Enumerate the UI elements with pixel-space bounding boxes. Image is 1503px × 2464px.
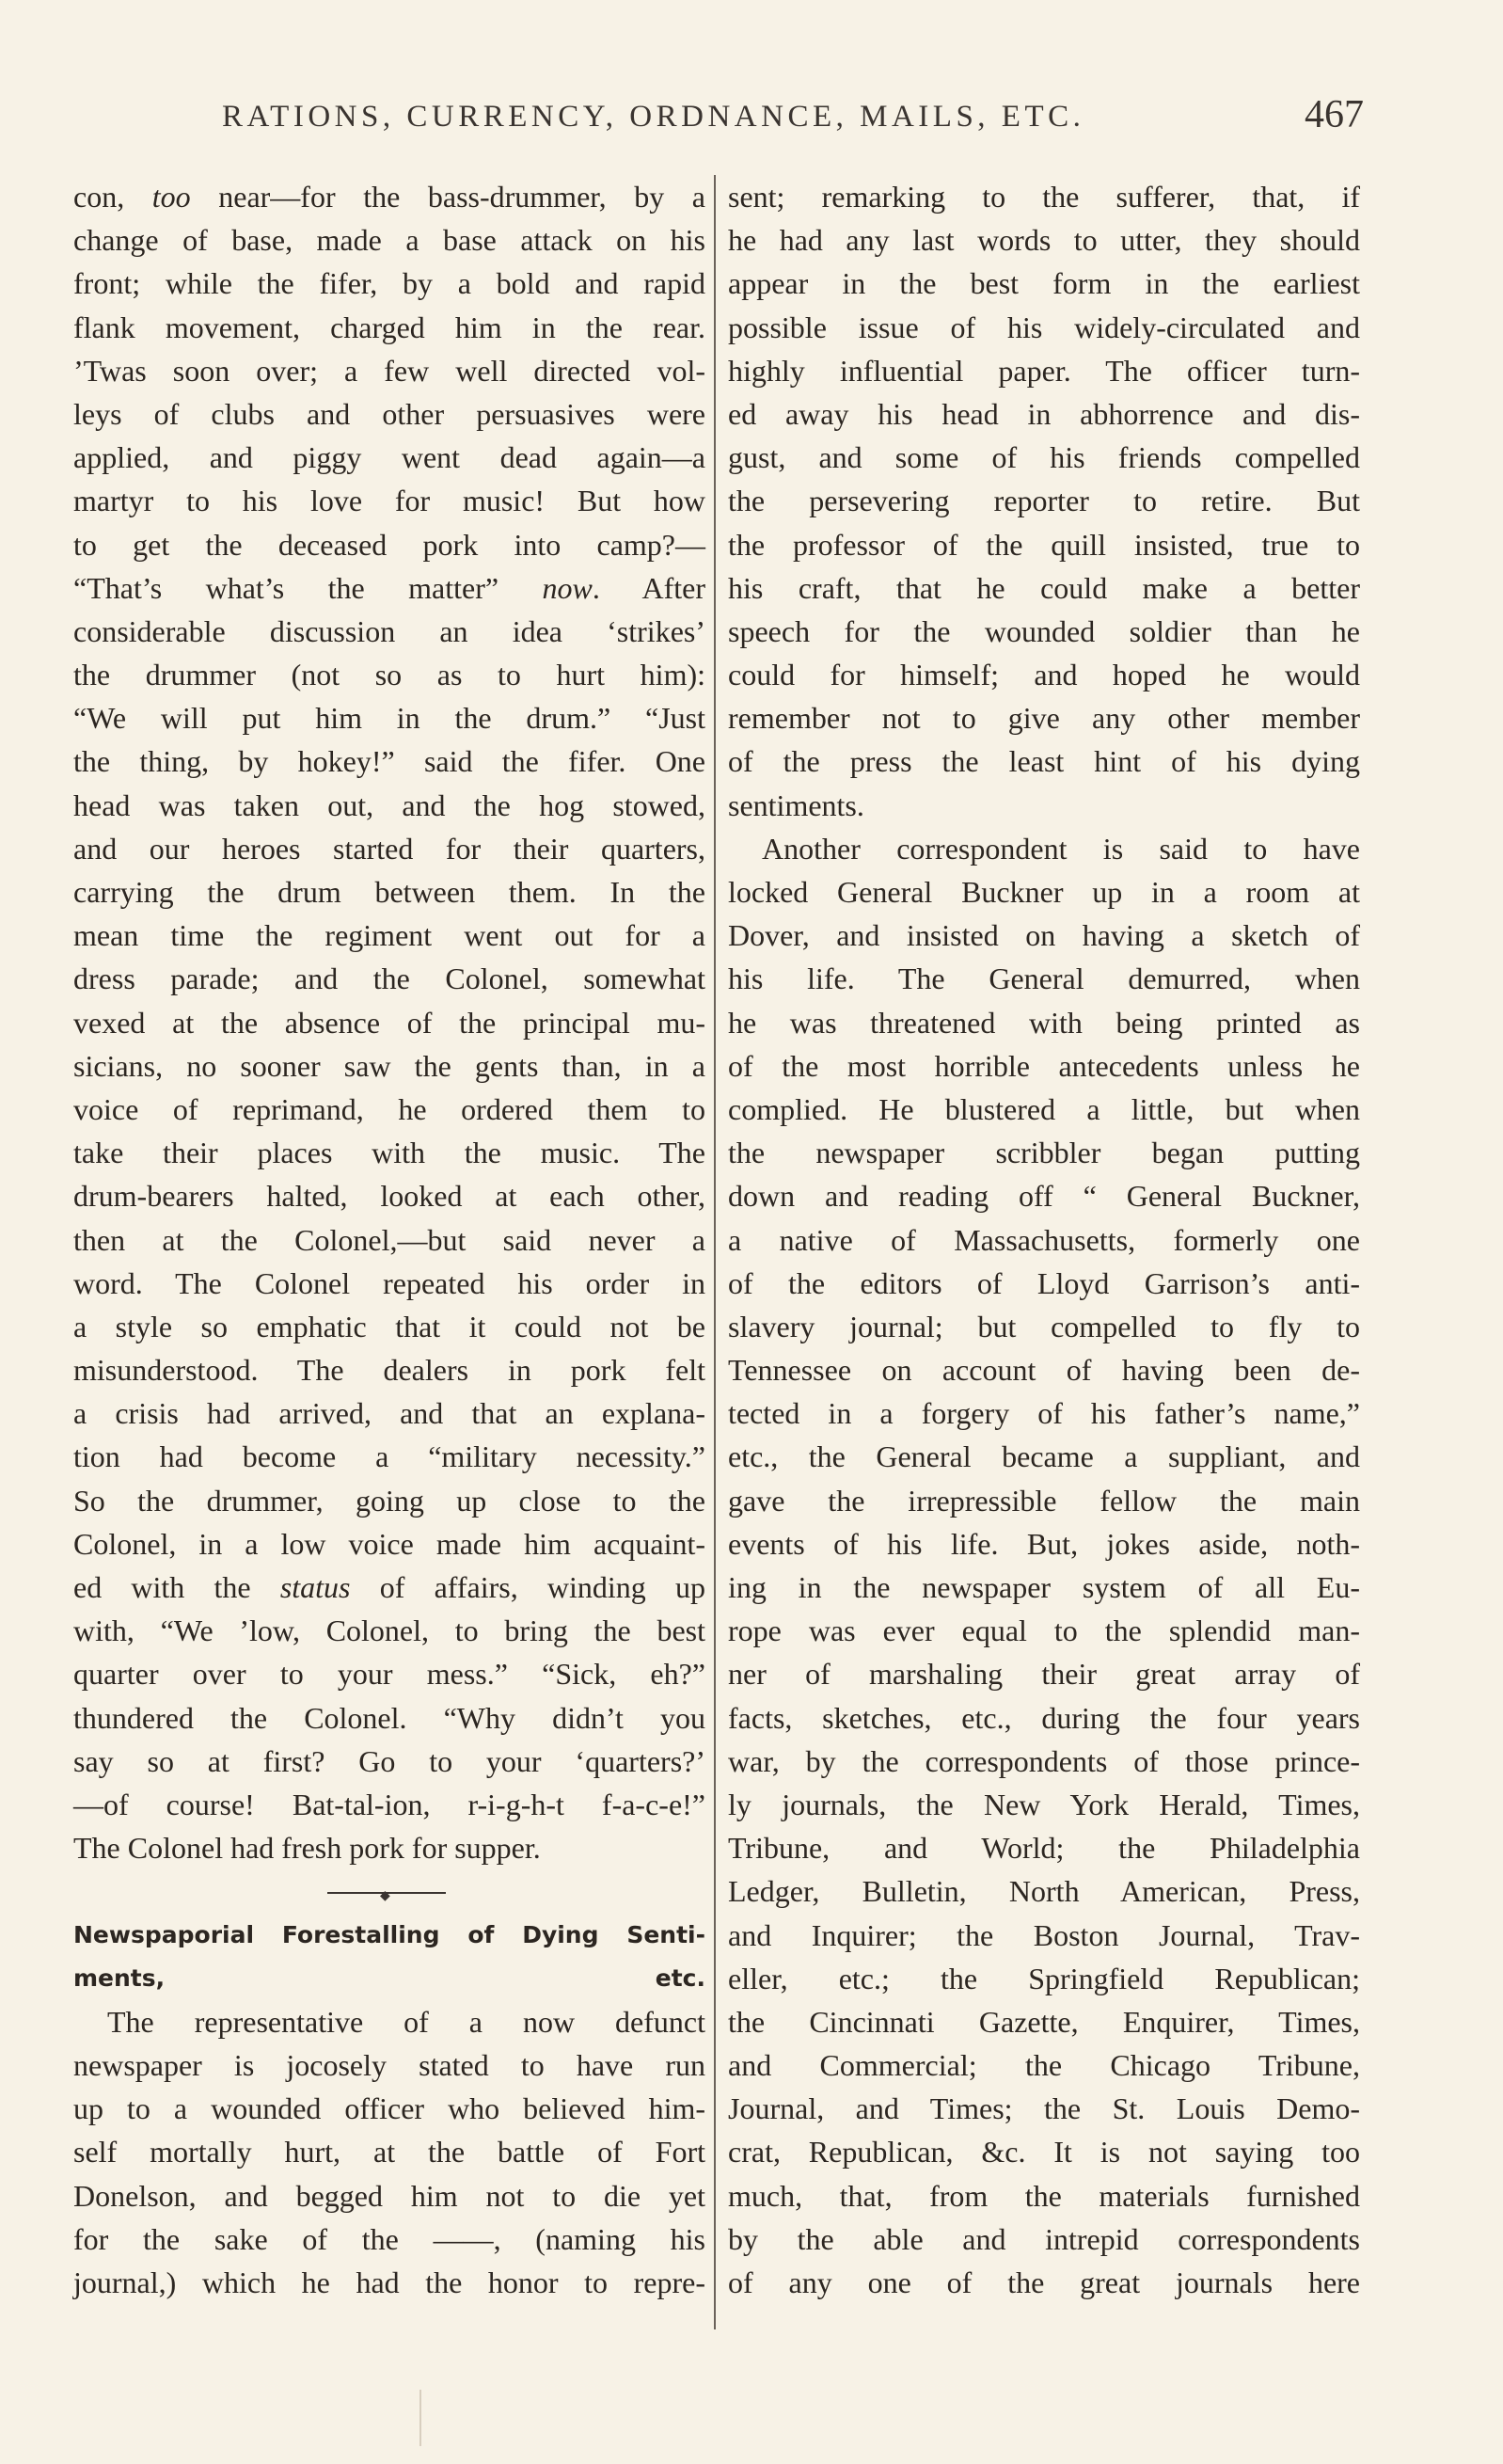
text-line: much, that, from the materials furnished	[728, 2178, 1360, 2213]
text-line: the drummer (not so as to hurt him):	[73, 658, 705, 692]
right-column	[728, 175, 1360, 2304]
text-line: war, by the correspondents of those prince-	[728, 1743, 1360, 1778]
heading-line: Newspaporial Forestalling of Dying Senti-	[73, 1920, 705, 1948]
text-line: word. The Colonel repeated his order in	[73, 1265, 705, 1300]
text-line: front; while the fifer, by a bold and rapid	[73, 266, 705, 301]
text-line: thundered the Colonel. “Why didn’t you	[73, 1700, 705, 1735]
text-line: martyr to his love for music! But how	[73, 484, 705, 518]
text-line: facts, sketches, etc., during the four years	[728, 1700, 1360, 1735]
text-line: “That’s what’s the matter” now. After	[73, 570, 706, 605]
text-line: dress parade; and the Colonel, somewhat	[73, 962, 705, 996]
text-line: down and reading off “ General Buckner,	[728, 1179, 1360, 1214]
text-line: sentiments.	[728, 787, 864, 822]
text-line: self mortally hurt, at the battle of Fort	[73, 2135, 705, 2170]
text-line: to get the deceased pork into camp?—	[73, 527, 705, 562]
text-line: by the able and intrepid correspondents	[728, 2221, 1360, 2256]
left-paragraph-2	[73, 2000, 705, 2304]
text-line: the thing, by hokey!” said the fifer. One	[73, 744, 705, 779]
text-line: his craft, that he could make a better	[728, 570, 1360, 605]
right-paragraph-2	[728, 827, 1360, 2304]
text-line: and our heroes started for their quarters,	[73, 831, 705, 866]
text-line: ly journals, the New York Herald, Times,	[728, 1787, 1360, 1821]
text-line: complied. He blustered a little, but when	[728, 1091, 1360, 1126]
text-line: Colonel, in a low voice made him acquaint-	[73, 1526, 705, 1561]
text-line: say so at first? Go to your ‘quarters?’	[73, 1743, 705, 1778]
text-line: events of his life. But, jokes aside, noth-	[728, 1526, 1360, 1561]
text-line: “We will put him in the drum.” “Just	[73, 701, 705, 736]
text-line: head was taken out, and the hog stowed,	[73, 787, 705, 822]
text-line: he had any last words to utter, they should	[728, 223, 1360, 258]
text-line: flank movement, charged him in the rear.	[73, 310, 705, 344]
text-line: tected in a forgery of his father’s name,”	[728, 1396, 1360, 1431]
text-line: Tennessee on account of having been de-	[728, 1353, 1360, 1388]
text-line: of the editors of Lloyd Garrison’s anti-	[728, 1265, 1360, 1300]
section-heading	[73, 1914, 705, 2000]
text-line: speech for the wounded soldier than he	[728, 613, 1360, 648]
text-line: voice of reprimand, he ordered them to	[73, 1091, 705, 1126]
text-line: sicians, no sooner saw the gents than, in a	[73, 1048, 705, 1083]
text-line: sent; remarking to the sufferer, that, if	[728, 180, 1360, 214]
text-line: ing in the newspaper system of all Eu-	[728, 1570, 1360, 1604]
text-line: the Cincinnati Gazette, Enquirer, Times,	[728, 2004, 1360, 2039]
section-divider	[73, 1869, 705, 1913]
text-line: crat, Republican, &c. It is not saying too	[728, 2135, 1360, 2170]
left-paragraph-1	[73, 175, 705, 1869]
text-line: ’Twas soon over; a few well directed vol-	[73, 353, 705, 388]
text-line: misunderstood. The dealers in pork felt	[73, 1353, 705, 1388]
text-line: gave the irrepressible fellow the main	[728, 1483, 1360, 1518]
text-line: gust, and some of his friends compelled	[728, 440, 1360, 475]
text-line: rope was ever equal to the splendid man-	[728, 1614, 1360, 1648]
text-line: of the most horrible antecedents unless he	[728, 1048, 1360, 1083]
text-line: mean time the regiment went out for a	[73, 918, 705, 953]
page-number: 467	[1305, 93, 1364, 136]
text-line: Another correspondent is said to have	[762, 831, 1360, 866]
text-line: for the sake of the ——, (naming his	[73, 2221, 705, 2256]
text-line: a crisis had arrived, and that an explana-	[73, 1396, 705, 1431]
text-line: Donelson, and begged him not to die yet	[73, 2178, 705, 2213]
text-line: ner of marshaling their great array of	[728, 1657, 1360, 1692]
text-line: and Inquirer; the Boston Journal, Trav-	[728, 1917, 1360, 1952]
text-line: his life. The General demurred, when	[728, 962, 1360, 996]
text-line: take their places with the music. The	[73, 1136, 705, 1170]
text-line: vexed at the absence of the principal mu-	[73, 1005, 705, 1040]
text-line: highly influential paper. The officer turn-	[728, 353, 1360, 388]
text-line: tion had become a “military necessity.”	[73, 1439, 705, 1474]
text-line: the persevering reporter to retire. But	[728, 484, 1360, 518]
text-line: The representative of a now defunct	[107, 2004, 705, 2039]
right-paragraph-1	[728, 175, 1360, 827]
text-line: remember not to give any other member	[728, 701, 1360, 736]
text-line: slavery journal; but compelled to fly to	[728, 1309, 1360, 1343]
text-line: the professor of the quill insisted, true to	[728, 527, 1360, 562]
text-line: con, too near—for the bass-drummer, by a	[73, 180, 706, 214]
text-line: considerable discussion an idea ‘strikes’	[73, 613, 705, 648]
text-line: up to a wounded officer who believed him-	[73, 2091, 705, 2126]
text-line: a style so emphatic that it could not be	[73, 1309, 705, 1343]
text-line: possible issue of his widely-circulated and	[728, 310, 1360, 344]
text-line: etc., the General became a suppliant, and	[728, 1439, 1360, 1474]
text-line: of the press the least hint of his dying	[728, 744, 1360, 779]
text-line: he was threatened with being printed as	[728, 1005, 1360, 1040]
text-line: Dover, and insisted on having a sketch of	[728, 918, 1360, 953]
text-line: eller, etc.; the Springfield Republican;	[728, 1961, 1360, 1995]
text-line: drum-bearers halted, looked at each other,	[73, 1179, 705, 1214]
text-line: locked General Buckner up in a room at	[728, 875, 1360, 909]
text-line: —of course! Bat-tal-ion, r-i-g-h-t f-a-c-e!”	[73, 1787, 705, 1821]
text-line: change of base, made a base attack on his	[73, 223, 705, 258]
running-head	[188, 93, 1373, 147]
running-title: RATIONS, CURRENCY, ORDNANCE, MAILS, ETC.	[222, 100, 1085, 134]
text-line: Journal, and Times; the St. Louis Demo-	[728, 2091, 1360, 2126]
text-line: Tribune, and World; the Philadelphia	[728, 1831, 1360, 1866]
text-line: journal,) which he had the honor to repre-	[73, 2265, 705, 2299]
text-line: leys of clubs and other persuasives were	[73, 396, 705, 431]
text-line: a native of Massachusetts, formerly one	[728, 1222, 1360, 1257]
text-line: Ledger, Bulletin, North American, Press,	[728, 1874, 1360, 1909]
heading-line: ments, etc.	[73, 1963, 705, 1992]
text-line: applied, and piggy went dead again—a	[73, 440, 705, 475]
text-line: and Commercial; the Chicago Tribune,	[728, 2048, 1360, 2083]
margin-mark	[419, 2390, 421, 2446]
text-line: The Colonel had fresh pork for supper.	[73, 1831, 541, 1866]
text-line: carrying the drum between them. In the	[73, 875, 705, 909]
text-line: could for himself; and hoped he would	[728, 658, 1360, 692]
text-line: with, “We ’low, Colonel, to bring the best	[73, 1614, 705, 1648]
column-rule	[714, 175, 716, 2329]
text-line: quarter over to your mess.” “Sick, eh?”	[73, 1657, 705, 1692]
text-line: appear in the best form in the earliest	[728, 266, 1360, 301]
text-line: So the drummer, going up close to the	[73, 1483, 705, 1518]
text-line: of any one of the great journals here	[728, 2265, 1360, 2299]
left-column	[73, 175, 705, 2304]
text-line: then at the Colonel,—but said never a	[73, 1222, 705, 1257]
text-line: ed with the status of affairs, winding up	[73, 1570, 706, 1604]
text-line: ed away his head in abhorrence and dis-	[728, 396, 1360, 431]
text-line: newspaper is jocosely stated to have run	[73, 2048, 705, 2083]
text-line: the newspaper scribbler began putting	[728, 1136, 1360, 1170]
